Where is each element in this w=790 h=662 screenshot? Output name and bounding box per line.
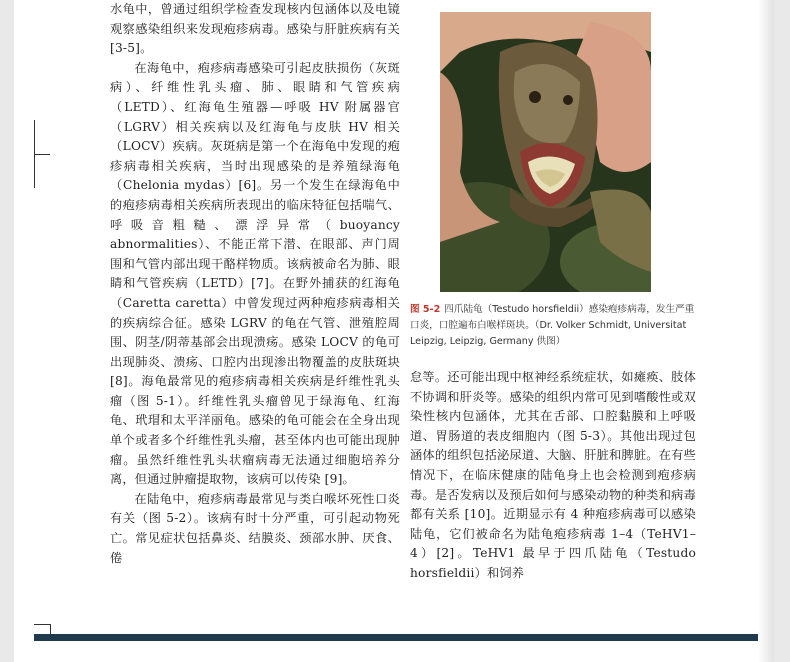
crop-mark bbox=[34, 154, 50, 155]
tortoise-photo bbox=[440, 12, 651, 292]
paragraph: 在陆龟中，疱疹病毒最常见与类白喉坏死性口炎有关（图 5-2）。该病有时十分严重，可引起动物死亡。常见症状包括鼻炎、结膜炎、颈部水肿、厌食、倦 bbox=[110, 491, 400, 565]
book-page bbox=[14, 0, 774, 662]
right-text-column bbox=[410, 368, 696, 584]
paragraph: 水龟中，曾通过组织学检查发现核内包涵体以及电镜观察感染组织来发现疱疹病毒。感染与肝脏疾病有关 [3-5]。 bbox=[110, 2, 400, 56]
page-edge-shadow bbox=[758, 0, 774, 662]
figure-number: 图 5-2 bbox=[410, 304, 441, 315]
figure-caption bbox=[410, 302, 700, 350]
page-footer-bar bbox=[34, 634, 764, 641]
figure-caption-text: 四爪陆龟（Testudo horsfieldii）感染疱疹病毒，发生严重口炎，口腔遍布白喉样斑块。（Dr. Volker Schmidt, Universitat Leipzig, Leipzig, Germany 供图） bbox=[410, 304, 695, 347]
paragraph: 在海龟中，疱疹病毒感染可引起皮肤损伤（灰斑病）、纤维性乳头瘤、肺、眼睛和气管疾病（LETD）、红海龟生殖器—呼吸 HV 附属器官（LGRV）相关疾病以及红海龟与皮肤 HV 相关（LOCV）疾病。灰斑病是第一个在海龟中发现的疱疹病毒相关疾病，当时出现感染的是养殖绿海龟（Chelonia mydas）[6]。另一个发生在绿海龟中的疱疹病毒相关疾病所表现出的临床特征包括喘气、呼吸音粗糙、漂浮异常（buoyancy abnormalities）、不能正常下潜、在眼部、声门周围和气管内部出现干酪样物质。该病被命名为肺、眼睛和气管疾病（LETD）[7]。在野外捕获的红海龟（Caretta caretta）中曾发现过两种疱疹病毒相关的疾病综合征。感染 LGRV 的龟在气管、泄殖腔周围、阴茎/阴蒂基部会出现溃疡。感染 LOCV 的龟可出现肺炎、溃疡、口腔内出现渗出物覆盖的皮肤斑块 [8]。海龟最常见的疱疹病毒相关疾病是纤维性乳头瘤（图 5-1）。纤维性乳头瘤曾见于绿海龟、红海龟、玳瑁和太平洋丽龟。感染的龟可能会在全身出现单个或者多个纤维性乳头瘤，甚至体内也可能出现肿瘤。虽然纤维性乳头状瘤病毒无法通过细胞培养分离，但通过肿瘤提取物，该病可以传染 [9]。 bbox=[110, 60, 400, 487]
left-text-column bbox=[110, 0, 400, 568]
paragraph: 怠等。还可能出现中枢神经系统症状，如瘫痪、肢体不协调和肝炎等。感染的组织内常可见到嗜酸性或双染性核内包涵体，尤其在舌部、口腔黏膜和上呼吸道、胃肠道的表皮细胞内（图 5-3）。其他出现过包涵体的组织包括泌尿道、大脑、肝脏和脾脏。在有些情况下，在临床健康的陆龟身上也会检测到疱疹病毒。是否发病以及预后如何与感染动物的种类和病毒都有关系 [10]。近期显示有 4 种疱疹病毒可以感染陆龟，它们被命名为陆龟疱疹病毒 1–4（TeHV1–4）[2]。TeHV1 最早于四爪陆龟（Testudo horsfieldii）和饲养 bbox=[410, 370, 696, 580]
crop-mark bbox=[34, 624, 50, 625]
